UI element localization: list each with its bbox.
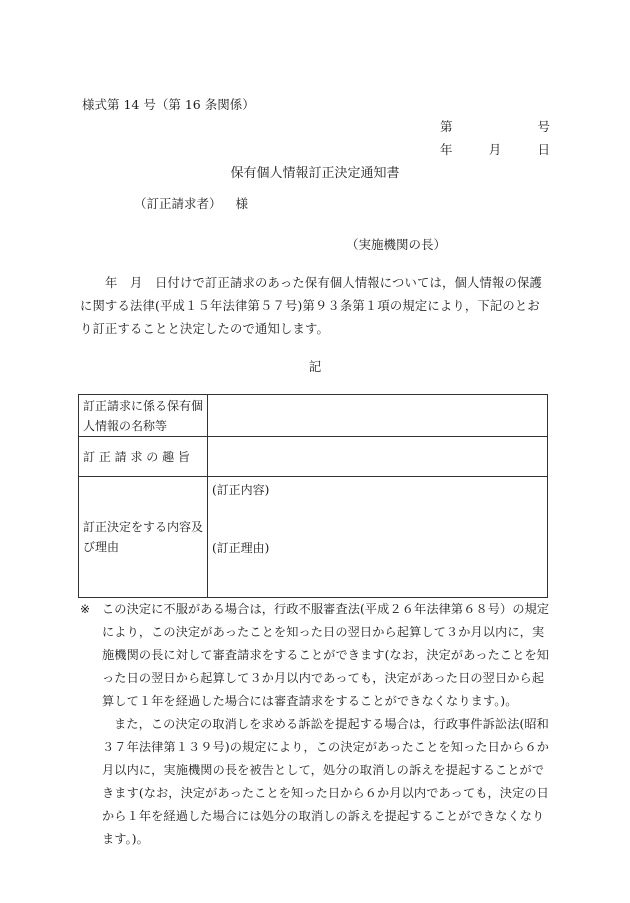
number-suffix: 号 — [537, 119, 550, 134]
row3-label: 訂正決定をする内容及び理由 — [79, 477, 208, 598]
note-section — [80, 598, 552, 851]
addressee — [134, 194, 248, 212]
note-mark: ※ — [80, 602, 91, 616]
date-line — [440, 140, 550, 158]
row2-value — [208, 437, 548, 477]
document-title: 保有個人情報訂正決定通知書 — [230, 166, 400, 181]
correction-reason-label: (訂正理由) — [212, 541, 270, 555]
requester-label: （訂正請求者） — [134, 196, 222, 211]
table-row — [79, 395, 548, 437]
table-row — [79, 437, 548, 477]
number-prefix: 第 — [440, 119, 453, 134]
correction-content-label: (訂正内容) — [212, 483, 270, 497]
row2-label: 訂 正 請 求 の 趣 旨 — [79, 437, 208, 477]
row1-value — [208, 395, 548, 437]
note-paragraph-2: また，この決定の取消しを求める訴訟を提起する場合は，行政事件訴訟法(昭和３７年法律第１３９号)の規定により，この決定があったことを知った日から６か月以内に，実施機関の長を被告として，処分の取消しの訴えを提起することができます(なお，決定があったことを知った日から６か月以内であっても，決定の日から１年を経過した場合には処分の取消しの訴えを提起することができなくなります。)。 — [102, 717, 550, 846]
sender: （実施機関の長） — [346, 237, 447, 252]
table-row — [79, 477, 548, 598]
date-month: 月 — [488, 142, 502, 157]
date-day: 日 — [537, 142, 550, 157]
note-paragraph-1: この決定に不服がある場合は，行政不服審査法(平成２６年法律第６８号）の規定により，この決定があったことを知った日の翌日から起算して３か月以内に，実施機関の長に対して審査請求をすることができます(なお，決定があったことを知った日の翌日から起算して３か月以内であっても，決定があった日の翌日から起算して１年を経過した場合には審査請求をすることができなくなります。)。 — [102, 602, 550, 708]
honorific: 様 — [235, 196, 249, 211]
row3-value — [208, 477, 548, 598]
body-paragraph: 年 月 日付けで訂正請求のあった保有個人情報については，個人情報の保護に関する法律(平成１５年法律第５７号)第９３条第１項の規定により，下記のとおり訂正することと決定したので通知します。 — [80, 276, 543, 336]
row1-label: 訂正請求に係る保有個人情報の名称等 — [79, 395, 208, 437]
document-number-line — [440, 117, 550, 135]
date-year: 年 — [440, 142, 453, 157]
form-number: 様式第 14 号（第 16 条関係） — [82, 97, 255, 112]
ki-heading: 記 — [308, 359, 322, 374]
decision-table — [78, 394, 548, 598]
